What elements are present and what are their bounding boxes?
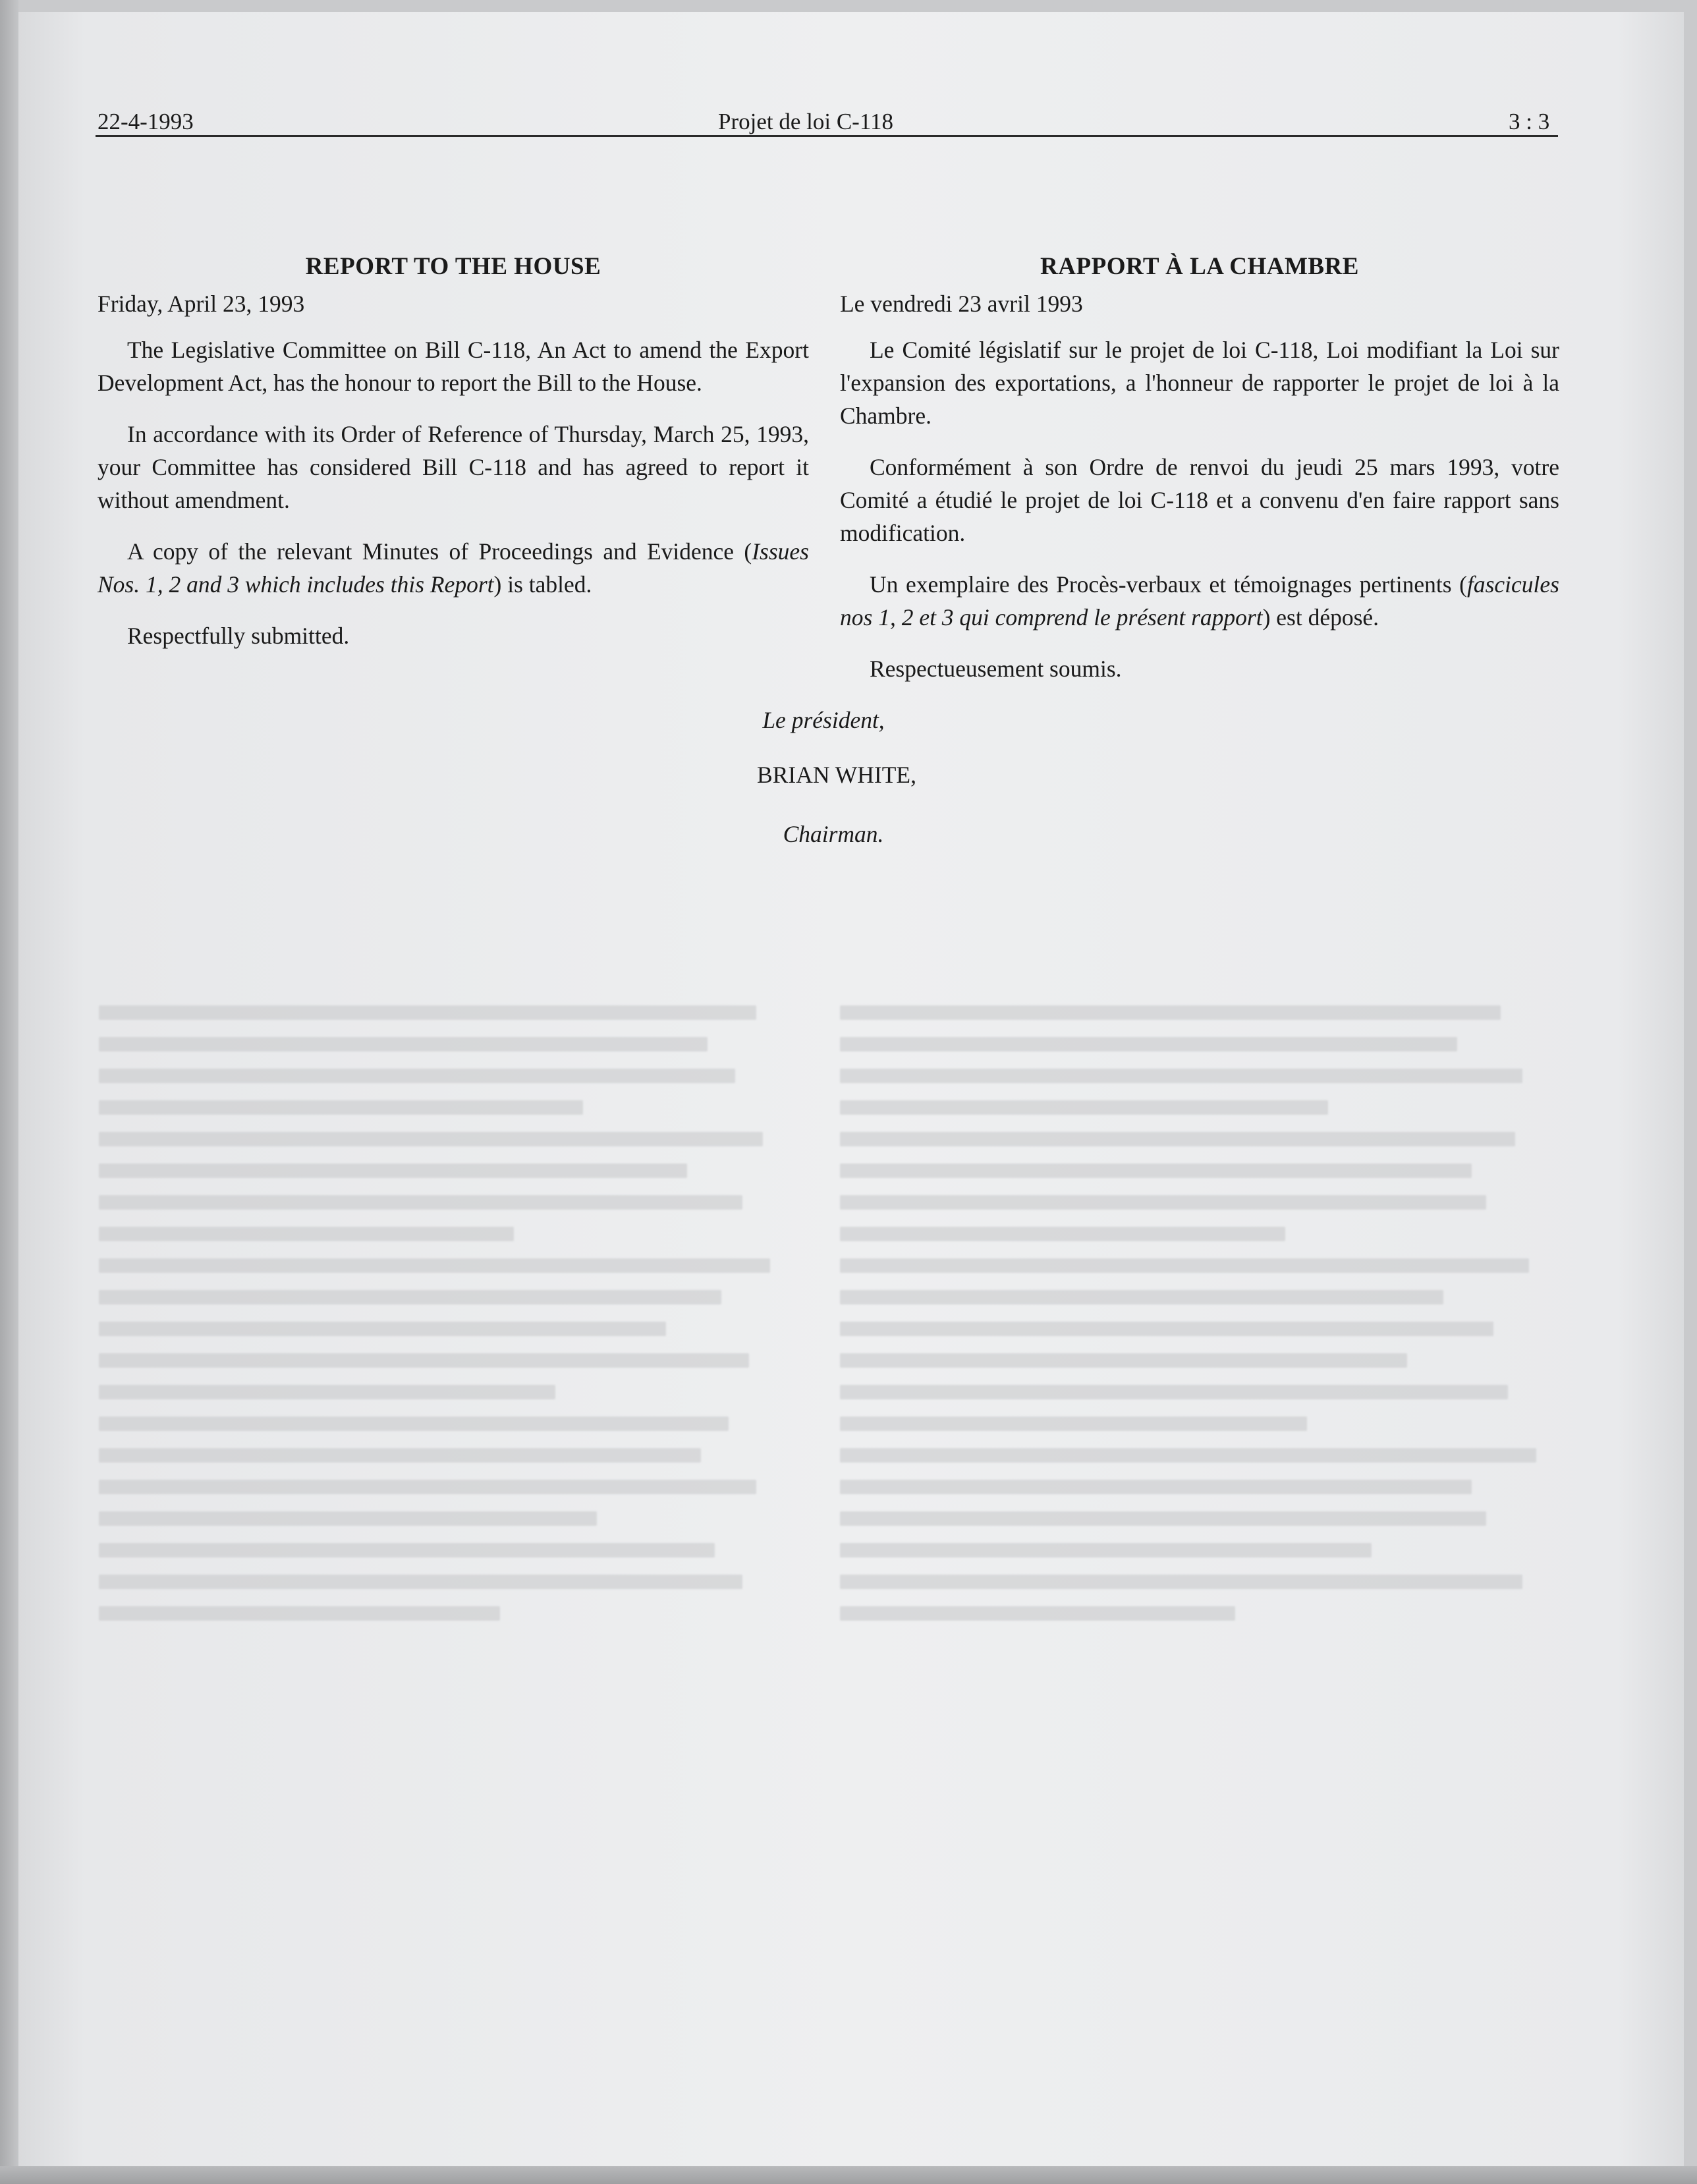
english-date: Friday, April 23, 1993 xyxy=(97,291,305,317)
english-paragraph-3 xyxy=(97,535,809,601)
english-paragraph-2: In accordance with its Order of Reference of Thursday, March 25, 1993, your Committee has considered Bill C-118 and has agreed to report it without amendment. xyxy=(97,421,809,513)
bleed-through-left xyxy=(99,988,791,2042)
french-paragraph-1: Le Comité législatif sur le projet de loi C-118, Loi modifiant la Loi sur l'expansion des exportations, a l'honneur de rapporter le projet de loi à la Chambre. xyxy=(840,337,1559,429)
french-column xyxy=(840,250,1559,704)
bleed-through-right xyxy=(840,988,1558,2042)
header-rule xyxy=(96,135,1558,137)
french-date: Le vendredi 23 avril 1993 xyxy=(840,291,1083,317)
french-heading: RAPPORT À LA CHAMBRE xyxy=(1040,253,1359,280)
header-title: Projet de loi C-118 xyxy=(718,109,894,134)
binding-edge xyxy=(0,0,18,2184)
signature-name: BRIAN WHITE, xyxy=(757,762,916,788)
header-date: 22-4-1993 xyxy=(97,109,194,134)
english-paragraph-3-italic: Issues Nos. 1, 2 and 3 which includes this Report xyxy=(97,538,809,598)
english-paragraph-3-end: ) is tabled. xyxy=(493,571,592,598)
english-heading: REPORT TO THE HOUSE xyxy=(305,253,601,280)
page-bottom-edge xyxy=(0,2166,1697,2184)
french-paragraph-3 xyxy=(840,568,1559,634)
french-paragraph-3-end: ) est déposé. xyxy=(1262,604,1379,630)
header-page-number: 3 : 3 xyxy=(1509,109,1550,134)
french-paragraph-2: Conformément à son Ordre de renvoi du jeudi 25 mars 1993, votre Comité a étudié le projet de loi C-118 et a convenu d'en faire rapport sans modification. xyxy=(840,454,1559,546)
french-closing: Respectueusement soumis. xyxy=(870,656,1122,682)
english-column xyxy=(97,250,809,671)
english-closing: Respectfully submitted. xyxy=(127,623,350,649)
french-paragraph-3-italic: fascicules nos 1, 2 et 3 qui comprend le présent rapport xyxy=(840,571,1559,630)
english-paragraph-3-start: A copy of the relevant Minutes of Proceedings and Evidence ( xyxy=(127,538,752,565)
signature-title-french: Le président, xyxy=(762,707,885,733)
french-paragraph-3-start: Un exemplaire des Procès-verbaux et témoignages pertinents ( xyxy=(870,571,1467,598)
english-paragraph-1: The Legislative Committee on Bill C-118, An Act to amend the Export Development Act, has the honour to report the Bill to the House. xyxy=(97,337,809,396)
signature-title-english: Chairman. xyxy=(783,821,884,847)
